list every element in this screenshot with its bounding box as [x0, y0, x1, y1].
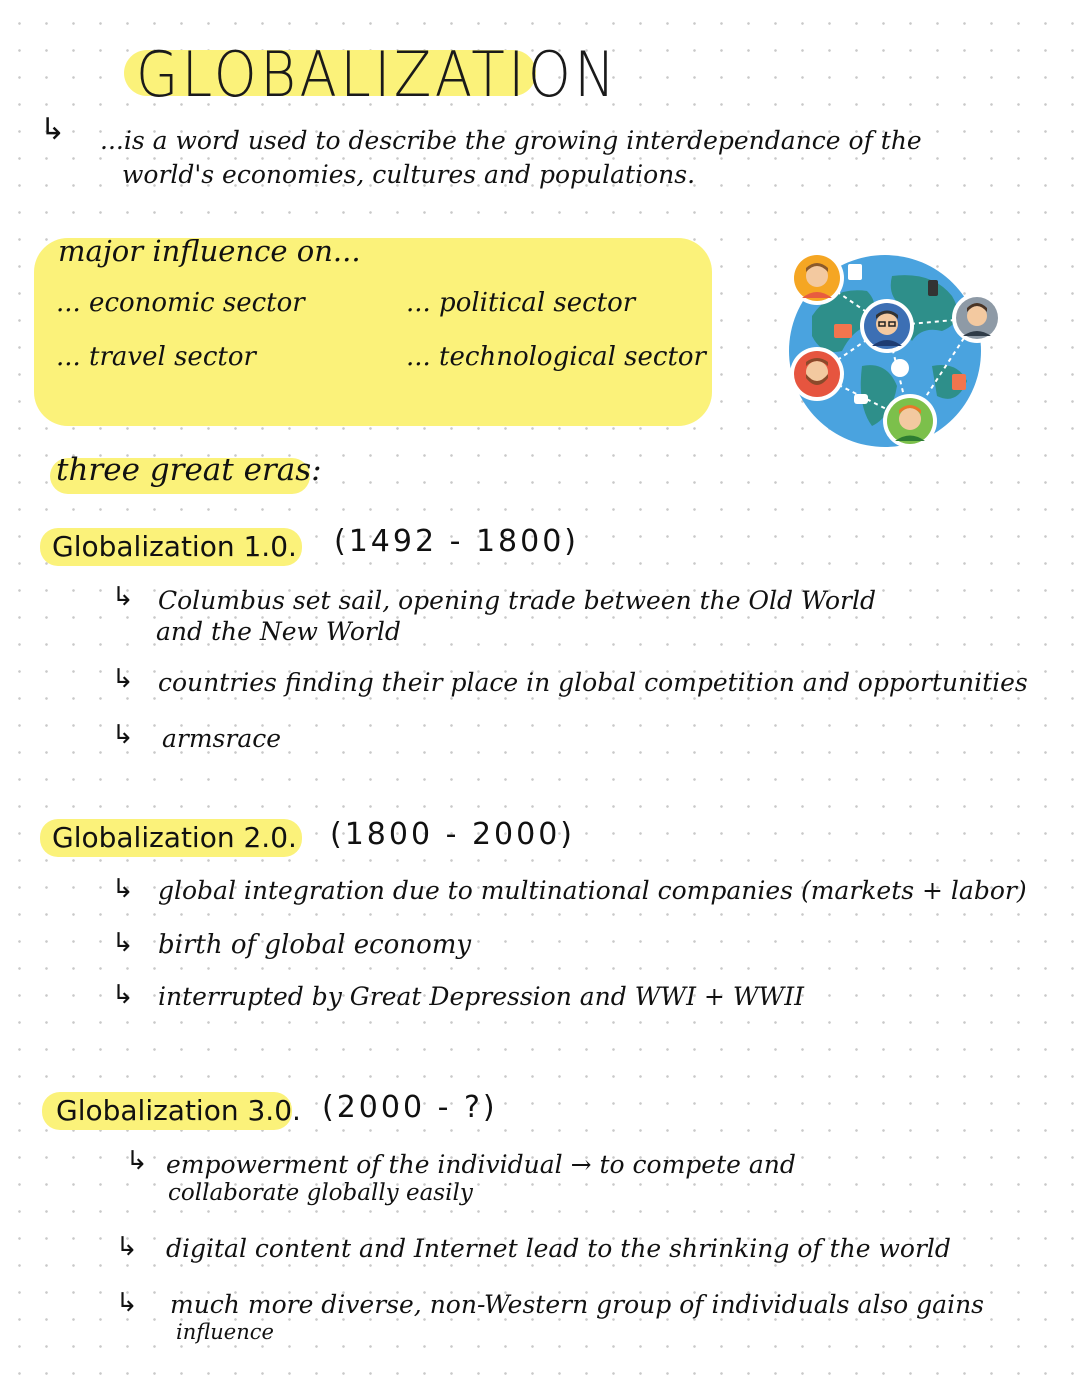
- page-title: GLOBALIZATION: [136, 38, 619, 111]
- era-1-dates: (1492 - 1800): [334, 524, 580, 559]
- era-3-point-2-arrow-icon: ↳: [116, 1232, 138, 1262]
- era-2-title: Globalization 2.0.: [52, 821, 297, 854]
- era-3-dates: (2000 - ?): [322, 1090, 498, 1125]
- era-3-title: Globalization 3.0.: [56, 1094, 301, 1127]
- era-2-point-3: interrupted by Great Depression and WWI + WWII: [158, 982, 804, 1011]
- influence-item-technological: ... technological sector: [406, 342, 706, 372]
- era-3-point-3-arrow-icon: ↳: [116, 1288, 138, 1318]
- era-3-point-1-arrow-icon: ↳: [126, 1146, 148, 1176]
- era-3-point-3-line-1: much more diverse, non-Western group of individuals also gains: [170, 1290, 985, 1319]
- era-2-dates: (1800 - 2000): [330, 817, 576, 852]
- era-2-point-2-arrow-icon: ↳: [112, 928, 134, 958]
- influence-heading: major influence on...: [58, 234, 361, 268]
- era-3-point-1-line-1: empowerment of the individual → to compete and: [166, 1150, 796, 1179]
- influence-item-travel: ... travel sector: [56, 342, 256, 372]
- era-1-point-2-arrow-icon: ↳: [112, 664, 134, 694]
- era-1-point-1-line-1: Columbus set sail, opening trade between the Old World: [158, 586, 876, 615]
- era-1-point-3: armsrace: [162, 724, 282, 753]
- era-1-point-2: countries finding their place in global competition and opportunities: [158, 668, 1028, 697]
- influence-item-political: ... political sector: [406, 288, 636, 318]
- eras-heading: three great eras:: [56, 452, 322, 488]
- definition-arrow-icon: ↳: [40, 112, 66, 147]
- era-2-point-1: global integration due to multinational companies (markets + labor): [158, 876, 1027, 905]
- globe-network-illustration: [782, 246, 1008, 456]
- influence-item-economic: ... economic sector: [56, 288, 305, 318]
- era-1-point-3-arrow-icon: ↳: [112, 720, 134, 750]
- era-2-point-1-arrow-icon: ↳: [112, 874, 134, 904]
- era-2-point-2: birth of global economy: [158, 930, 472, 960]
- definition-line-2: world's economies, cultures and populations.: [122, 160, 696, 189]
- era-3-point-2: digital content and Internet lead to the shrinking of the world: [166, 1234, 951, 1263]
- era-1-title: Globalization 1.0.: [52, 530, 297, 563]
- definition-line-1: ...is a word used to describe the growing interdependance of the: [100, 126, 922, 155]
- era-3-point-3-line-2: influence: [176, 1320, 274, 1344]
- era-2-point-3-arrow-icon: ↳: [112, 980, 134, 1010]
- era-1-point-1-line-2: and the New World: [156, 617, 401, 646]
- era-3-point-1-line-2: collaborate globally easily: [168, 1180, 473, 1206]
- era-1-point-1-arrow-icon: ↳: [112, 582, 134, 612]
